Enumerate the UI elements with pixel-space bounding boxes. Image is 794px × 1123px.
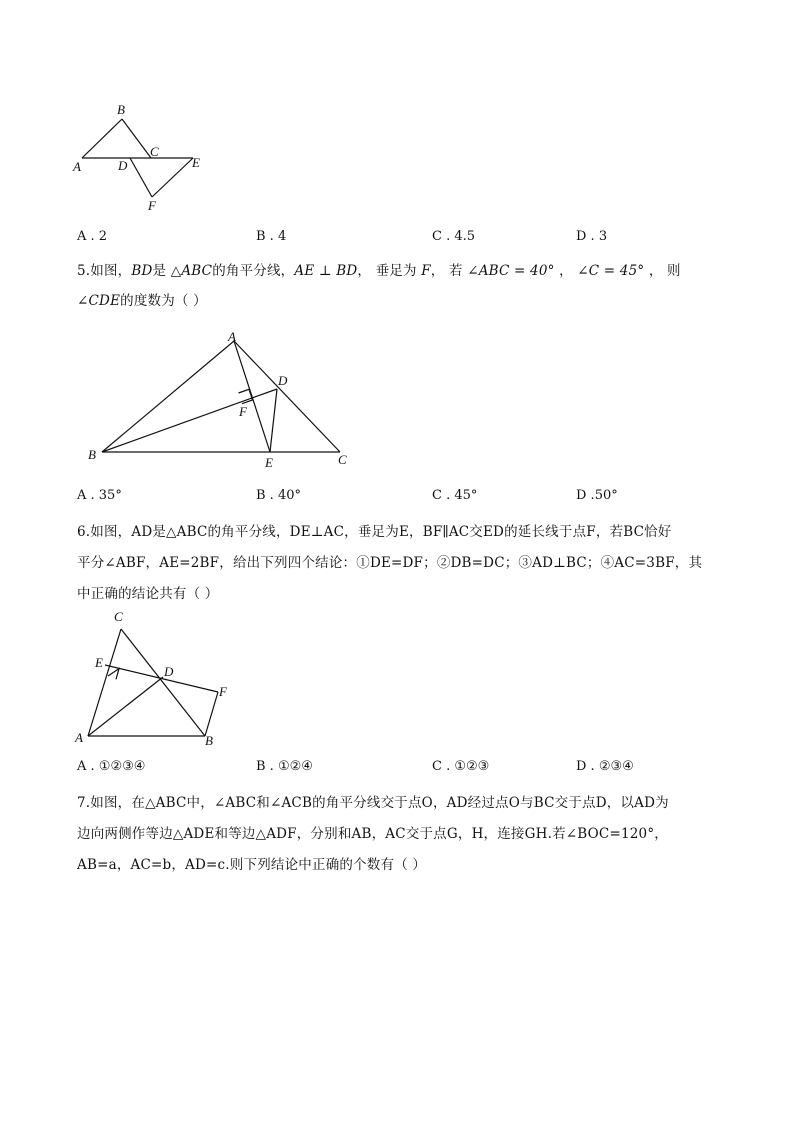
q4-option-c[interactable]: C . 4.5 — [432, 229, 476, 244]
q5-options — [77, 488, 717, 508]
q5-label-b: B — [88, 447, 96, 462]
q7-stem-line2: 边向两侧作等边△ADE和等边△ADF，分别和AB，AC交于点G，H，连接GH.若∠BOC=120°， — [77, 826, 668, 842]
q5-option-c[interactable]: C . 45° — [432, 488, 478, 503]
q5-label-d: D — [278, 373, 288, 388]
q5-option-a[interactable]: A . 35° — [77, 488, 122, 503]
q5-stem-line2: ∠CDE的度数为（ ） — [77, 293, 207, 309]
q4-label-a: A — [73, 159, 81, 174]
q6-label-a: A — [75, 730, 83, 745]
q6-label-b: B — [205, 733, 213, 748]
q4-label-e: E — [192, 155, 200, 170]
q6-option-d[interactable]: D . ②③④ — [576, 759, 634, 774]
q4-label-c: C — [150, 144, 159, 159]
q5-option-d[interactable]: D .50° — [576, 488, 618, 503]
q4-label-b: B — [117, 102, 125, 117]
q5-label-e: E — [265, 455, 273, 470]
q5-label-a: A — [228, 329, 236, 344]
q6-stem-line3: 中正确的结论共有（ ） — [77, 586, 219, 602]
q4-option-b[interactable]: B . 4 — [256, 229, 287, 244]
q6-stem-line1: 6.如图，AD是△ABC的角平分线，DE⊥AC，垂足为E，BF∥AC交ED的延长线于点F，若BC恰好 — [77, 524, 672, 540]
q5-label-f: F — [239, 404, 247, 419]
q6-option-b[interactable]: B . ①②④ — [256, 759, 313, 774]
q4-label-f: F — [148, 198, 156, 213]
q4-label-d: D — [118, 158, 128, 173]
q5-stem-line1: 5.如图，BD是 △ABC的角平分线，AE ⊥ BD， 垂足为 F， 若 ∠ABC = 40° ， ∠C = 45° ， 则 — [77, 263, 681, 279]
q6-figure — [72, 606, 242, 748]
q6-label-f: F — [219, 684, 227, 699]
q6-stem-line2: 平分∠ABF，AE=2BF，给出下列四个结论：①DE=DF；②DB=DC；③AD⊥BC；④AC=3BF，其 — [77, 555, 703, 571]
q4-options — [77, 229, 717, 249]
q5-option-b[interactable]: B . 40° — [256, 488, 301, 503]
q6-label-c: C — [114, 609, 123, 624]
q5-label-c: C — [338, 452, 347, 467]
q6-option-c[interactable]: C . ①②③ — [432, 759, 490, 774]
q7-stem-line3: AB=a，AC=b，AD=c.则下列结论中正确的个数有（ ） — [77, 857, 427, 873]
q4-option-a[interactable]: A . 2 — [77, 229, 108, 244]
q7-stem-line1: 7.如图，在△ABC中，∠ABC和∠ACB的角平分线交于点O，AD经过点O与BC交于点D，以AD为 — [77, 795, 669, 811]
q5-figure — [82, 328, 362, 470]
q4-figure — [70, 100, 210, 215]
q6-option-a[interactable]: A . ①②③④ — [77, 759, 146, 774]
q6-options — [77, 759, 717, 779]
q4-option-d[interactable]: D . 3 — [576, 229, 608, 244]
q6-label-e: E — [95, 655, 103, 670]
q6-label-d: D — [164, 664, 174, 679]
